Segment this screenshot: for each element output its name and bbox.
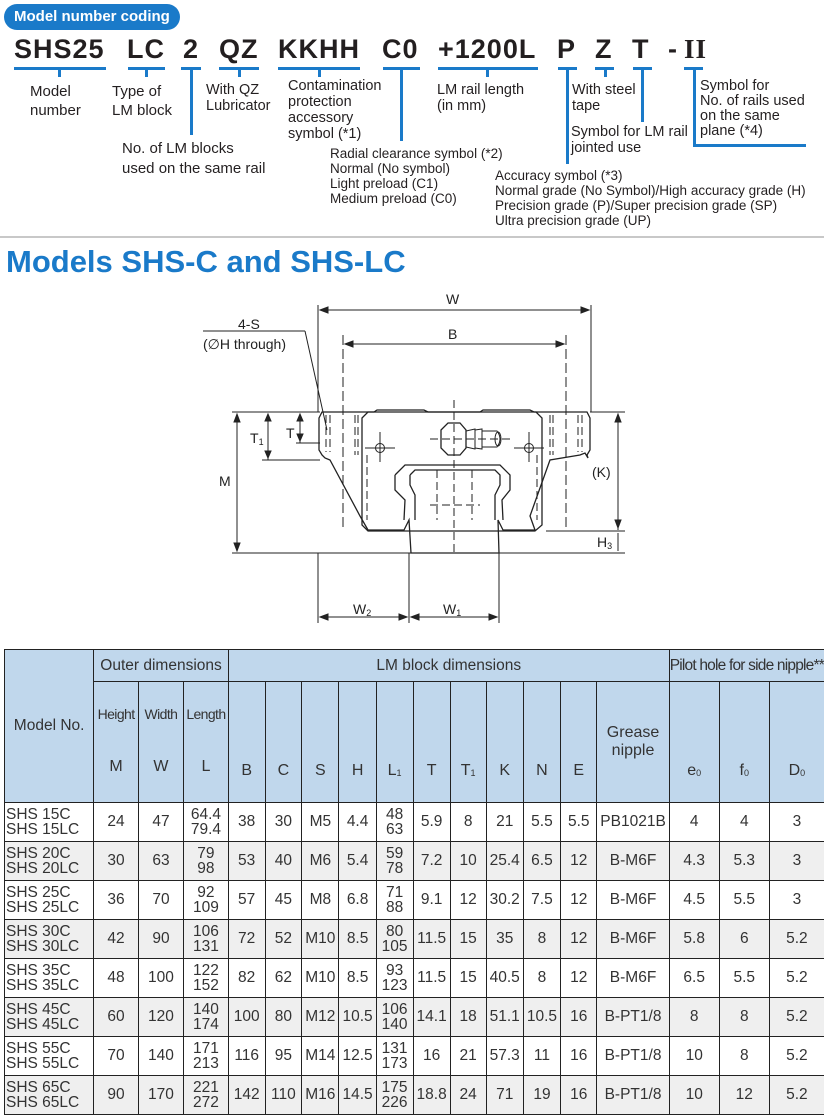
cell-e: 16 (561, 1037, 597, 1076)
code-jointed: T (632, 34, 650, 64)
code-model-number: SHS25 (14, 34, 105, 64)
cell-n: 8 (523, 959, 560, 998)
cell-model: SHS 25C SHS 25LC (5, 881, 94, 920)
cell-h: 4.4 (339, 803, 376, 842)
dim-label-b: B (448, 326, 458, 342)
label-num-blocks: No. of LM blocks used on the same rail (122, 140, 266, 177)
cell-e: 16 (561, 1076, 597, 1115)
dim-label-h-through: (∅H through) (203, 336, 287, 352)
cell-model: SHS 35C SHS 35LC (5, 959, 94, 998)
cell-t: 18.8 (413, 1076, 450, 1115)
tick-tape (604, 67, 607, 77)
cell-k: 30.2 (486, 881, 523, 920)
cell-h: 14.5 (339, 1076, 376, 1115)
cell-c: 45 (265, 881, 302, 920)
header-k: K (486, 682, 523, 803)
cell-k: 57.3 (486, 1037, 523, 1076)
cell-f0: 5.3 (719, 842, 769, 881)
cell-s: M10 (302, 959, 339, 998)
cell-c: 110 (265, 1076, 302, 1115)
cell-e: 12 (561, 842, 597, 881)
header-grease-nipple: Grease nipple (597, 682, 669, 803)
table-row (5, 1037, 824, 1076)
cell-k: 35 (486, 920, 523, 959)
code-qz: QZ (219, 34, 259, 64)
cell-m: 70 (94, 1037, 139, 1076)
code-dash: - (668, 34, 678, 64)
cell-l: 221 272 (184, 1076, 229, 1115)
cell-f0: 8 (719, 998, 769, 1037)
leader-rails-plane (693, 144, 806, 147)
cell-s: M6 (302, 842, 339, 881)
cell-t: 14.1 (413, 998, 450, 1037)
cell-f0: 5.5 (719, 881, 769, 920)
cell-b: 116 (228, 1037, 265, 1076)
cell-h: 8.5 (339, 920, 376, 959)
tick-contamination (318, 67, 321, 77)
cell-l1: 131 173 (376, 1037, 413, 1076)
cell-e: 5.5 (561, 803, 597, 842)
cell-c: 95 (265, 1037, 302, 1076)
cell-e: 12 (561, 881, 597, 920)
cell-h: 6.8 (339, 881, 376, 920)
cell-l1: 175 226 (376, 1076, 413, 1115)
table-row (5, 842, 824, 881)
cell-e0: 10 (669, 1076, 719, 1115)
tick-count (190, 67, 193, 135)
cell-t1: 8 (450, 803, 486, 842)
cell-e0: 10 (669, 1037, 719, 1076)
section-title: Models SHS-C and SHS-LC (6, 244, 406, 279)
cell-t: 7.2 (413, 842, 450, 881)
cell-l1: 71 88 (376, 881, 413, 920)
cell-s: M5 (302, 803, 339, 842)
cell-k: 51.1 (486, 998, 523, 1037)
cell-e0: 5.8 (669, 920, 719, 959)
table-body (5, 803, 824, 1115)
cell-n: 11 (523, 1037, 560, 1076)
cell-w: 63 (138, 842, 183, 881)
label-radial-clearance: Radial clearance symbol (*2) Normal (No symbol) Light preload (C1) Medium preload (C0) (330, 146, 503, 206)
cell-l: 140 174 (184, 998, 229, 1037)
code-accuracy: P (557, 34, 577, 64)
cell-m: 90 (94, 1076, 139, 1115)
cell-grease: B-M6F (597, 959, 669, 998)
cell-l1: 93 123 (376, 959, 413, 998)
tick-rails-plane (693, 67, 696, 146)
cell-k: 25.4 (486, 842, 523, 881)
cell-t: 16 (413, 1037, 450, 1076)
header-model-no: Model No. (5, 650, 94, 803)
label-accuracy: Accuracy symbol (*3) Normal grade (No Symbol)/High accuracy grade (H) Precision grade (P)/Super precision grade (SP) Ultra precision grade (UP) (495, 168, 806, 228)
code-block-type: LC (127, 34, 165, 64)
cell-w: 70 (138, 881, 183, 920)
header-width: Width W (138, 682, 183, 803)
cell-l: 106 131 (184, 920, 229, 959)
cell-model: SHS 55C SHS 55LC (5, 1037, 94, 1076)
cell-m: 30 (94, 842, 139, 881)
header-b: B (228, 682, 265, 803)
cell-t1: 15 (450, 920, 486, 959)
cell-l1: 106 140 (376, 998, 413, 1037)
cell-n: 10.5 (523, 998, 560, 1037)
code-steel-tape: Z (595, 34, 613, 64)
label-model-number: Model number (30, 83, 81, 119)
section-divider (0, 236, 824, 238)
cell-l: 171 213 (184, 1037, 229, 1076)
cell-h: 10.5 (339, 998, 376, 1037)
cell-n: 19 (523, 1076, 560, 1115)
cell-b: 53 (228, 842, 265, 881)
label-rails-plane: Symbol for No. of rails used on the same plane (*4) (700, 78, 805, 139)
dim-label-w1: W1 (443, 601, 462, 618)
cell-grease: B-M6F (597, 842, 669, 881)
cell-c: 40 (265, 842, 302, 881)
dim-label-w2: W2 (353, 601, 372, 618)
cell-n: 6.5 (523, 842, 560, 881)
tick-length (486, 67, 489, 77)
cell-t1: 12 (450, 881, 486, 920)
cell-m: 24 (94, 803, 139, 842)
cell-model: SHS 20C SHS 20LC (5, 842, 94, 881)
tick-qz (238, 67, 241, 77)
cell-d0: 5.2 (769, 920, 824, 959)
cell-d0: 3 (769, 881, 824, 920)
header-e: E (561, 682, 597, 803)
cell-grease: B-PT1/8 (597, 1076, 669, 1115)
label-rail-length: LM rail length (in mm) (437, 82, 525, 114)
cell-h: 12.5 (339, 1037, 376, 1076)
cell-e: 12 (561, 920, 597, 959)
cell-s: M8 (302, 881, 339, 920)
tick-jointed (641, 67, 644, 122)
code-contamination: KKHH (278, 34, 360, 64)
dim-label-k: (K) (592, 464, 611, 480)
cell-e0: 8 (669, 998, 719, 1037)
header-d0: $D_0$ (769, 682, 824, 803)
cell-m: 48 (94, 959, 139, 998)
cell-m: 60 (94, 998, 139, 1037)
cell-t1: 24 (450, 1076, 486, 1115)
cell-l1: 80 105 (376, 920, 413, 959)
cell-w: 120 (138, 998, 183, 1037)
label-qz-lubricator: With QZ Lubricator (206, 82, 271, 114)
cell-c: 52 (265, 920, 302, 959)
header-c: C (265, 682, 302, 803)
header-f0: $f_0$ (719, 682, 769, 803)
cell-t: 5.9 (413, 803, 450, 842)
cell-s: M14 (302, 1037, 339, 1076)
cell-s: M16 (302, 1076, 339, 1115)
cell-n: 7.5 (523, 881, 560, 920)
cell-f0: 6 (719, 920, 769, 959)
cell-grease: B-M6F (597, 881, 669, 920)
cell-t1: 15 (450, 959, 486, 998)
cell-w: 47 (138, 803, 183, 842)
cell-s: M10 (302, 920, 339, 959)
cell-b: 57 (228, 881, 265, 920)
cell-d0: 3 (769, 803, 824, 842)
cell-e: 16 (561, 998, 597, 1037)
cell-t: 11.5 (413, 920, 450, 959)
cell-e: 12 (561, 959, 597, 998)
cell-model: SHS 65C SHS 65LC (5, 1076, 94, 1115)
cell-l1: 59 78 (376, 842, 413, 881)
label-steel-tape: With steel tape (572, 82, 636, 114)
table-row (5, 920, 824, 959)
cell-c: 30 (265, 803, 302, 842)
tick-type (145, 67, 148, 77)
cell-d0: 5.2 (769, 1076, 824, 1115)
cell-t1: 21 (450, 1037, 486, 1076)
label-contamination: Contamination protection accessory symbol (*1) (288, 78, 382, 142)
dimension-table (4, 649, 824, 1115)
cell-e0: 6.5 (669, 959, 719, 998)
cell-n: 5.5 (523, 803, 560, 842)
cell-l1: 48 63 (376, 803, 413, 842)
cell-k: 21 (486, 803, 523, 842)
cell-l: 79 98 (184, 842, 229, 881)
header-t: T (413, 682, 450, 803)
cell-w: 140 (138, 1037, 183, 1076)
cell-d0: 5.2 (769, 1037, 824, 1076)
table-row (5, 803, 824, 842)
cell-t1: 18 (450, 998, 486, 1037)
header-n: N (523, 682, 560, 803)
tick-radial (400, 67, 403, 141)
cell-f0: 12 (719, 1076, 769, 1115)
code-block-count: 2 (183, 34, 200, 64)
tick-accuracy (566, 67, 569, 164)
cell-grease: B-PT1/8 (597, 1037, 669, 1076)
dim-label-t1: T1 (250, 430, 264, 447)
cell-f0: 5.5 (719, 959, 769, 998)
header-outer-dimensions: Outer dimensions (94, 650, 229, 682)
header-pilot-hole: Pilot hole for side nipple** (669, 650, 824, 682)
cell-b: 72 (228, 920, 265, 959)
cell-w: 100 (138, 959, 183, 998)
table-row (5, 881, 824, 920)
cell-n: 8 (523, 920, 560, 959)
cell-model: SHS 45C SHS 45LC (5, 998, 94, 1037)
cell-c: 80 (265, 998, 302, 1037)
cell-d0: 5.2 (769, 959, 824, 998)
cell-l: 92 109 (184, 881, 229, 920)
cell-grease: B-M6F (597, 920, 669, 959)
header-lm-block-dimensions: LM block dimensions (228, 650, 669, 682)
cell-model: SHS 15C SHS 15LC (5, 803, 94, 842)
cell-grease: B-PT1/8 (597, 998, 669, 1037)
cell-d0: 5.2 (769, 998, 824, 1037)
dim-label-t: T (286, 425, 295, 441)
cell-m: 36 (94, 881, 139, 920)
cell-k: 40.5 (486, 959, 523, 998)
cell-w: 90 (138, 920, 183, 959)
dim-label-w: W (446, 291, 460, 307)
code-radial-clearance: C0 (382, 34, 419, 64)
code-rail-length: +1200L (438, 34, 537, 64)
cell-b: 38 (228, 803, 265, 842)
header-length: Length L (184, 682, 229, 803)
cell-m: 42 (94, 920, 139, 959)
cell-b: 82 (228, 959, 265, 998)
cell-h: 5.4 (339, 842, 376, 881)
cell-l: 64.4 79.4 (184, 803, 229, 842)
cell-e0: 4.5 (669, 881, 719, 920)
label-jointed-use: Symbol for LM rail jointed use (571, 124, 688, 156)
cell-c: 62 (265, 959, 302, 998)
cell-t: 11.5 (413, 959, 450, 998)
table-row (5, 998, 824, 1037)
label-type-lm-block: Type of LM block (112, 83, 173, 119)
cell-e0: 4 (669, 803, 719, 842)
cell-s: M12 (302, 998, 339, 1037)
cell-f0: 8 (719, 1037, 769, 1076)
cell-k: 71 (486, 1076, 523, 1115)
dim-label-h3: H3 (597, 534, 613, 551)
dim-label-4s: 4-S (238, 316, 260, 332)
cell-t: 9.1 (413, 881, 450, 920)
lm-block-cross-section-diagram (0, 280, 824, 630)
cell-f0: 4 (719, 803, 769, 842)
cell-t1: 10 (450, 842, 486, 881)
model-number-coding-badge: Model number coding (4, 4, 180, 30)
header-e0: $e_0$ (669, 682, 719, 803)
cell-h: 8.5 (339, 959, 376, 998)
cell-l: 122 152 (184, 959, 229, 998)
tick-model (58, 67, 61, 77)
header-t1: $T_1$ (450, 682, 486, 803)
header-h: H (339, 682, 376, 803)
cell-w: 170 (138, 1076, 183, 1115)
cell-grease: PB1021B (597, 803, 669, 842)
table-row (5, 959, 824, 998)
cell-model: SHS 30C SHS 30LC (5, 920, 94, 959)
table-row (5, 1076, 824, 1115)
header-s: S (302, 682, 339, 803)
cell-e0: 4.3 (669, 842, 719, 881)
cell-b: 142 (228, 1076, 265, 1115)
dim-label-m: M (219, 473, 231, 489)
cell-d0: 3 (769, 842, 824, 881)
cell-b: 100 (228, 998, 265, 1037)
header-height: Height M (94, 682, 139, 803)
header-l1: $L_1$ (376, 682, 413, 803)
code-rails-plane: II (684, 34, 708, 64)
